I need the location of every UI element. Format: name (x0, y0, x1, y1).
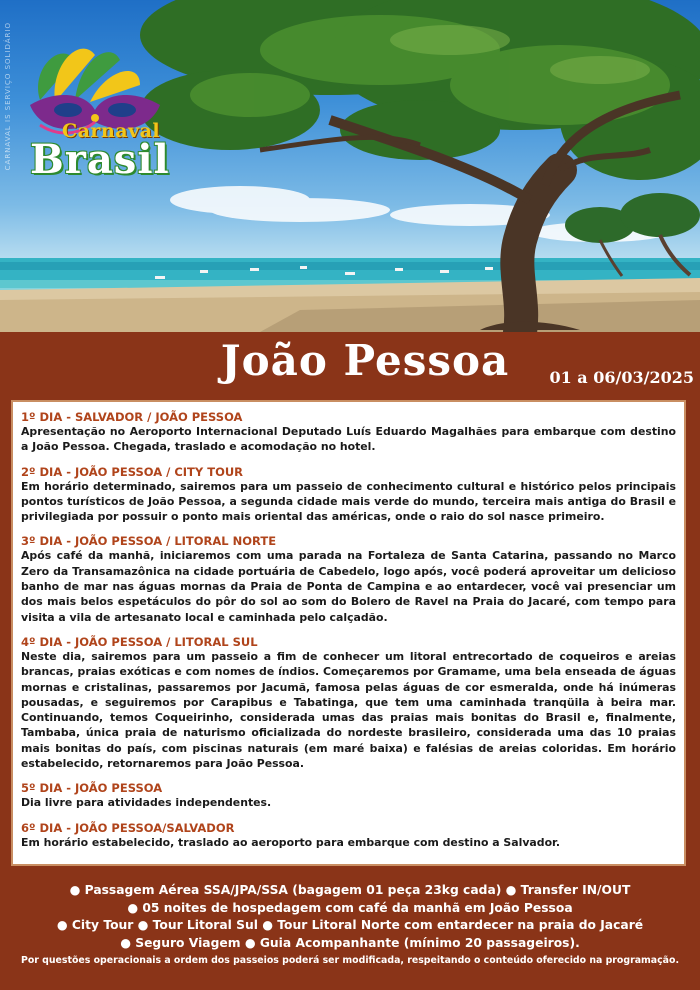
includes-line: ● Passagem Aérea SSA/JPA/SSA (bagagem 01 peça 23kg cada) ● Transfer IN/OUT (69, 883, 631, 897)
itinerary-day-5 (21, 781, 676, 810)
includes-line: ● 05 noites de hospedagem com café da manhã em João Pessoa (127, 900, 573, 915)
beach-photo (0, 0, 700, 332)
includes-line: ● Seguro Viagem ● Guia Acompanhante (mínimo 20 passageiros). (120, 935, 580, 950)
destination-title: João Pessoa (220, 336, 510, 385)
includes-line: ● City Tour ● Tour Litoral Sul ● Tour Litoral Norte com entardecer na praia do Jacaré (56, 918, 644, 932)
itinerary-day-6 (21, 821, 676, 850)
day-title: 4º DIA - JOÃO PESSOA / LITORAL SUL (21, 634, 258, 649)
photo-credit: CARNAVAL IS SERVIÇO SOLIDÁRIO (4, 22, 12, 171)
itinerary-day-1 (21, 410, 676, 455)
day-description: Neste dia, sairemos para um passeio a fim de conhecer um litoral entrecortado de coqueiros e areias brancas, praias exóticas e com nomes de índios. Começaremos por Gramame, uma bela enseada de águas mornas e cristalinas, passaremos por Jacumã, famosa pelas águas de cor esmeralda, onde há inúmeras pousadas, e seguiremos por Carapibus e Tabatinga, que tem uma caminhada tranqüila à beira mar. Continuando, temos Coqueirinho, considerada umas das praias mais bonitas do Brasil e, finalmente, Tambaba, única praia de naturismo oficializada do nordeste brasileiro, considerada uma das 10 praias mais bonitas do país, com piscinas naturais (em maré baixa) e falésias de areias coloridas. Em horário estabelecido, retornaremos para João Pessoa. (21, 649, 676, 771)
operational-note: Por questões operacionais a ordem dos passeios poderá ser modificada, respeitando o conteúdo oferecido na programação. (20, 955, 680, 966)
itinerary-day-2 (21, 465, 676, 525)
day-description: Em horário determinado, sairemos para um passeio de conhecimento cultural e histórico pelos principais pontos turísticos de João Pessoa, a segunda cidade mais verde do mundo, terceira mais antiga do Brasil e privilegiada por possuir o ponto mais oriental das américas, onde o raio do sol nasce primeiro. (21, 479, 676, 524)
package-includes (0, 882, 700, 967)
logo-carnaval-text: Carnaval (62, 120, 161, 142)
day-description: Apresentação no Aeroporto Internacional Deputado Luís Eduardo Magalhães para embarque com destino a João Pessoa. Chegada, traslado e acomodação no hotel. (21, 425, 676, 454)
day-description: Após café da manhã, iniciaremos com uma parada na Fortaleza de Santa Catarina, passando no Marco Zero da Transamazônica na cidade portuária de Cabedelo, logo após, você poderá aproveitar um delicioso banho de mar nas águas mornas da Praia de Ponta de Campina e ao entardecer, você vai presenciar um dos mais belos espetáculos do pôr do sol ao som do Bolero de Ravel na Praia do Jacaré, com tempo para visita a vila de artesanato local e caminhada pelo calçadão. (21, 549, 676, 624)
day-description: Dia livre para atividades independentes. (21, 796, 272, 810)
itinerary-box (11, 400, 686, 866)
day-title: 3º DIA - JOÃO PESSOA / LITORAL NORTE (21, 534, 277, 549)
day-title: 5º DIA - JOÃO PESSOA (21, 781, 163, 796)
day-title: 1º DIA - SALVADOR / JOÃO PESSOA (21, 410, 243, 424)
day-description: Em horário estabelecido, traslado ao aeroporto para embarque com destino a Salvador. (21, 835, 561, 849)
itinerary-day-4 (21, 635, 676, 771)
day-title: 2º DIA - JOÃO PESSOA / CITY TOUR (21, 464, 244, 479)
itinerary-day-3 (21, 534, 676, 624)
travel-dates: 01 a 06/03/2025 (549, 368, 694, 387)
logo-brasil-text: Brasil (30, 136, 170, 183)
day-title: 6º DIA - JOÃO PESSOA/SALVADOR (21, 820, 235, 835)
